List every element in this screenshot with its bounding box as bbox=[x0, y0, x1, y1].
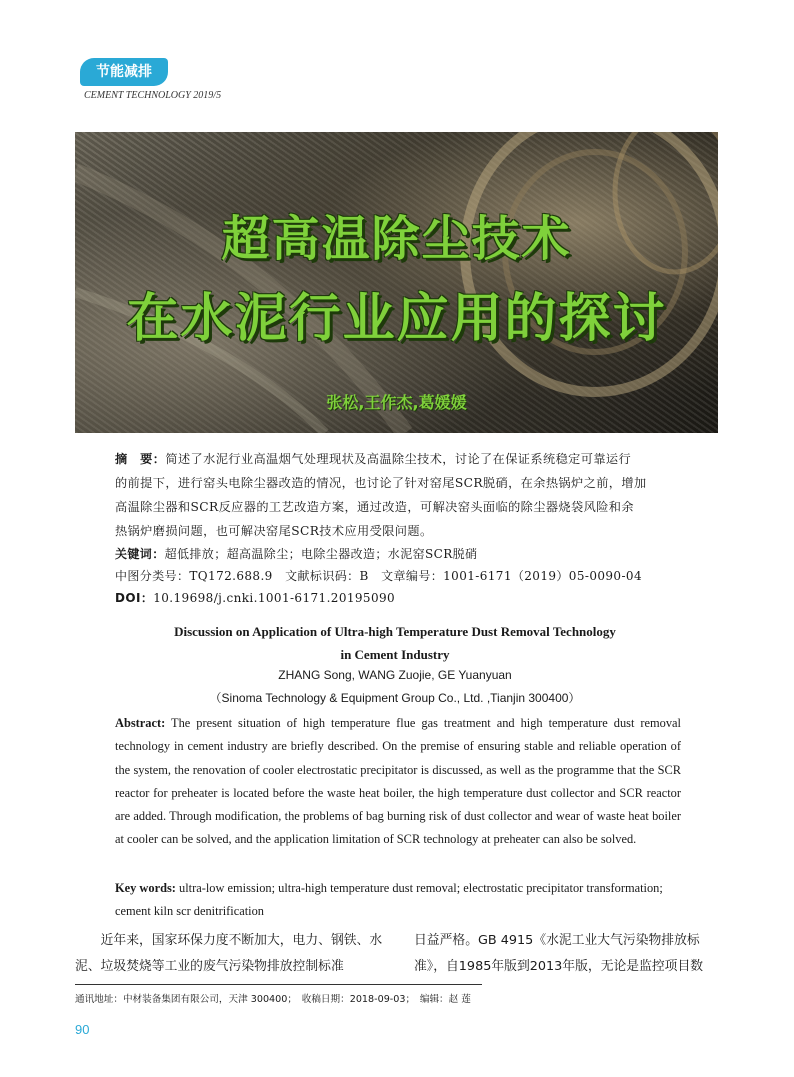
hero-title-line1: 超高温除尘技术 bbox=[221, 211, 572, 267]
body-left-column: 近年来，国家环保力度不断加大，电力、钢铁、水泥、垃圾焚烧等工业的废气污染物排放控制标准 bbox=[75, 933, 383, 974]
chinese-abstract bbox=[115, 447, 685, 609]
english-affiliation: （Sinoma Technology & Equipment Group Co., Ltd. ,Tianjin 300400） bbox=[209, 691, 581, 705]
english-abstract: Abstract: The present situation of high temperature flue gas treatment and high temperature dust removal technology in cement industry are briefly described. On the premise of ensuring stable and reliable operation of the system, the renovation of cooler electrostatic precipitator is discussed, as well as the programme that the SCR reactor for preheater is located before the waste heat boiler, the high temperature dust collector and SCR reactor are added. Through modification, the problems of bag burning risk of dust collector and wear of waste heat boiler at cooler can be solved, and the application limitation of SCR technology at preheater can also be solved. bbox=[115, 716, 681, 847]
abstract-line: 摘 要：简述了水泥行业高温烟气处理现状及高温除尘技术，讨论了在保证系统稳定可靠运行 bbox=[115, 452, 632, 466]
english-keywords: Key words: ultra-low emission; ultra-high temperature dust removal; electrostatic precipitator transformation; cement kiln scr denitrification bbox=[115, 881, 663, 919]
footnote: 通讯地址：中材装备集团有限公司，天津 300400； 收稿日期：2018-09-03； 编辑：赵 莲 bbox=[75, 994, 471, 1005]
keywords-cn: 关键词：超低排放；超高温除尘；电除尘器改造；水泥窑SCR脱硝 bbox=[115, 547, 478, 561]
abstract-line: 的前提下，进行窑头电除尘器改造的情况，也讨论了针对窑尾SCR脱硝，在余热锅炉之前，增加 bbox=[115, 476, 647, 490]
journal-line: CEMENT TECHNOLOGY 2019/5 bbox=[84, 90, 222, 101]
english-authors: ZHANG Song, WANG Zuojie, GE Yuanyuan bbox=[278, 668, 512, 682]
hero-banner bbox=[75, 132, 718, 433]
body-right-column: 日益严格。GB 4915《水泥工业大气污染物排放标准》，自1985年版到2013年版，无论是监控项目数 bbox=[414, 933, 704, 974]
english-authors-block bbox=[115, 664, 675, 710]
doi-line: DOI：10.19698/j.cnki.1001-6171.20195090 bbox=[115, 591, 396, 605]
abstract-line: 高温除尘器和SCR反应器的工艺改造方案，通过改造，可解决窑头面临的除尘器烧袋风险和余 bbox=[115, 500, 634, 514]
abstract-label: 摘 要： bbox=[115, 452, 166, 466]
hero-title-line2: 在水泥行业应用的探讨 bbox=[126, 289, 667, 349]
hero-authors: 张松,王作杰,葛媛媛 bbox=[326, 393, 467, 412]
footnote-rule bbox=[75, 984, 482, 985]
english-title: Discussion on Application of Ultra-high Temperature Dust Removal Technology in Cement Industry bbox=[174, 624, 616, 662]
section-badge: 节能减排 bbox=[80, 58, 168, 86]
page-number: 90 bbox=[75, 1022, 90, 1037]
abstract-line: 热锅炉磨损问题，也可解决窑尾SCR技术应用受限问题。 bbox=[115, 524, 433, 538]
classification-line: 中图分类号：TQ172.688.9 文献标识码：B 文章编号：1001-6171（2019）05-0090-04 bbox=[115, 569, 642, 583]
